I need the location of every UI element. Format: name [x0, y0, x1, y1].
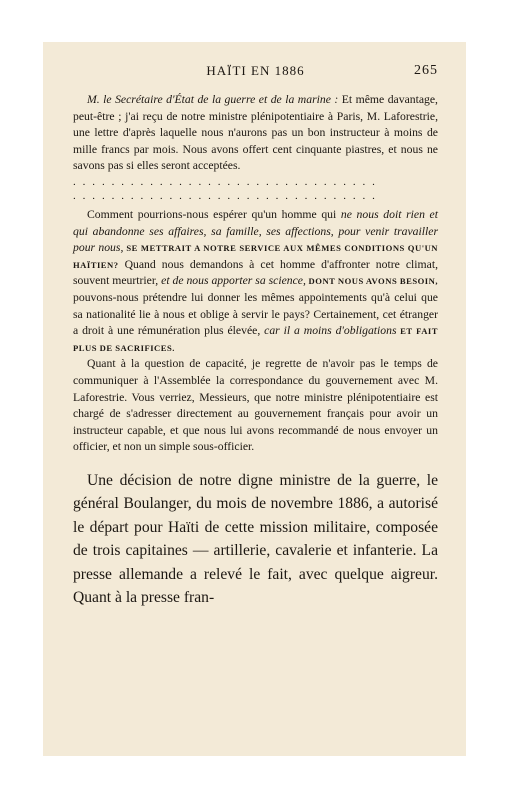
page-header: [73, 56, 438, 92]
small-caps-run: SE METTRAIT A NOTRE SERVICE AUX MÊMES CONDITIONS QU'UN HAÏTIEN?: [73, 243, 438, 270]
italic-run: car il a moins d'obligations: [264, 324, 397, 338]
quote-text: Et même davantage, peut-être ; j'ai reçu de notre ministre plénipotentiaire à Paris, M. Laforestrie, une lettre d'après laquelle nous n'aurons pas un bon instructeur à moins de mille francs par mois. Nous avons offert cent cinquante piastres, et nous ne savons pas si elles seront acceptées.: [73, 93, 438, 173]
ellipsis-line-2: ................................: [73, 189, 382, 202]
speech-paragraph-2: [73, 207, 438, 356]
italic-run: et de nous apporter sa science,: [161, 274, 306, 288]
text-run: Quand nous demandons à cet homme d'affronter notre climat, souvent meurtrier,: [73, 257, 438, 288]
italic-run: ne nous doit rien et qui abandonne ses affaires, sa famille, ses affections, pour venir travailler pour nous,: [73, 207, 438, 255]
main-text: [73, 469, 438, 610]
speaker-label: M. le Secrétaire d'État de la guerre et de la marine :: [87, 93, 339, 106]
page-number: 265: [414, 63, 438, 78]
small-caps-run: ET FAIT PLUS DE SACRIFICES.: [73, 326, 438, 353]
text-run: Comment pourrions-nous espérer qu'un homme qui: [87, 207, 341, 221]
quote-paragraph: [73, 92, 438, 175]
running-title: HAÏTI EN 1886: [206, 63, 305, 78]
main-paragraph: Une décision de notre digne ministre de la guerre, le général Boulanger, du mois de novembre 1886, a autorisé le départ pour Haïti de cette mission militaire, composée de trois capitaines — artillerie, cavalerie et infanterie. La presse allemande a relevé le fait, avec quelque aigreur. Quant à la presse fran-: [73, 471, 438, 607]
small-caps-run: DONT NOUS AVONS BESOIN,: [305, 276, 439, 287]
text-run: pouvons-nous prétendre lui donner les mêmes appointements qu'à celui que sa nationalité lie à nous et oblige à servir le pays? Certainement, cet étranger a droit à une rémunération plus élevée,: [73, 290, 438, 338]
book-page: [43, 42, 466, 756]
ellipsis-line-1: ................................: [73, 175, 382, 188]
speech-paragraph-3: Quant à la question de capacité, je regrette de n'avoir pas le temps de communiquer à l'Assemblée la correspondance du gouvernement avec M. Laforestrie. Vous verriez, Messieurs, que notre ministre plénipotentiaire est chargé de s'adresser directement au gouvernement français pour avoir un instructeur capable, et que nous lui avons recommandé de nous envoyer un officier, et non un simple sous-officier.: [73, 357, 438, 454]
quoted-speech: [73, 92, 438, 456]
